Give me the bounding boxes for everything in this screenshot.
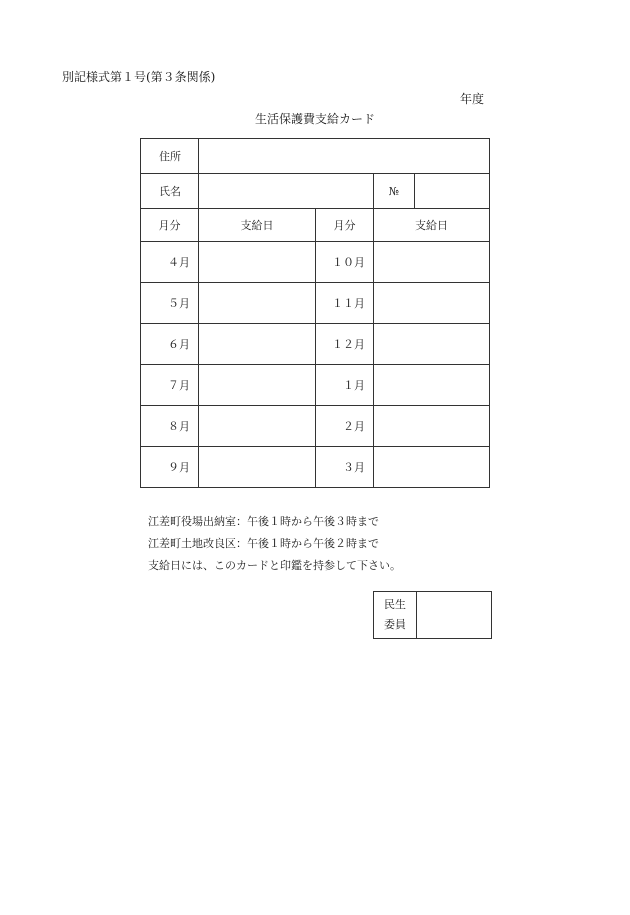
payment-date-right[interactable] [374,242,490,283]
payment-date-left[interactable] [199,406,316,447]
address-field[interactable] [199,139,490,174]
payment-date-left[interactable] [199,283,316,324]
name-row [141,174,490,209]
table-row [141,447,490,488]
address-label: 住所 [141,139,199,174]
table-row [141,242,490,283]
month-left: ６月 [141,324,199,365]
payment-date-left[interactable] [199,242,316,283]
commissioner-label [374,592,417,639]
payment-date-right[interactable] [374,447,490,488]
col-header-month-left: 月分 [141,209,199,242]
payment-date-left[interactable] [199,324,316,365]
column-header-row [141,209,490,242]
month-right: ２月 [316,406,374,447]
month-right: ３月 [316,447,374,488]
payment-date-right[interactable] [374,365,490,406]
payment-date-right[interactable] [374,324,490,365]
commissioner-seal-box [373,591,492,639]
payment-date-right[interactable] [374,283,490,324]
payment-date-left[interactable] [199,365,316,406]
month-left: ９月 [141,447,199,488]
month-right: １２月 [316,324,374,365]
table-row [141,365,490,406]
commissioner-seal-field[interactable] [417,592,492,639]
month-left: ７月 [141,365,199,406]
card-title: 生活保護費支給カード [254,112,375,126]
commissioner-label-line1: 民生 [384,598,406,611]
note-bring-card-and-seal: 支給日には、このカードと印鑑を持参して下さい。 [148,559,401,572]
month-left: ８月 [141,406,199,447]
col-header-month-right: 月分 [316,209,374,242]
month-left: ４月 [141,242,199,283]
table-row [141,324,490,365]
month-right: １１月 [316,283,374,324]
fiscal-year-label: 年度 [460,92,485,106]
payment-date-left[interactable] [199,447,316,488]
month-left: ５月 [141,283,199,324]
name-field[interactable] [199,174,374,209]
commissioner-label-line2: 委員 [384,618,406,631]
table-row [141,283,490,324]
number-field[interactable] [415,174,490,209]
col-header-date-right: 支給日 [374,209,490,242]
month-right: １月 [316,365,374,406]
form-header-label: 別記様式第１号(第３条関係) [62,70,216,84]
table-row [141,406,490,447]
address-row [141,139,490,174]
payment-card-table [140,138,490,488]
number-label: № [374,174,415,209]
note-land-improvement-hours: 江差町土地改良区：午後１時から午後２時まで [148,537,379,550]
col-header-date-left: 支給日 [199,209,316,242]
payment-date-right[interactable] [374,406,490,447]
note-treasury-hours: 江差町役場出納室：午後１時から午後３時まで [148,515,379,528]
month-right: １０月 [316,242,374,283]
payment-notes [148,511,401,577]
name-label: 氏名 [141,174,199,209]
